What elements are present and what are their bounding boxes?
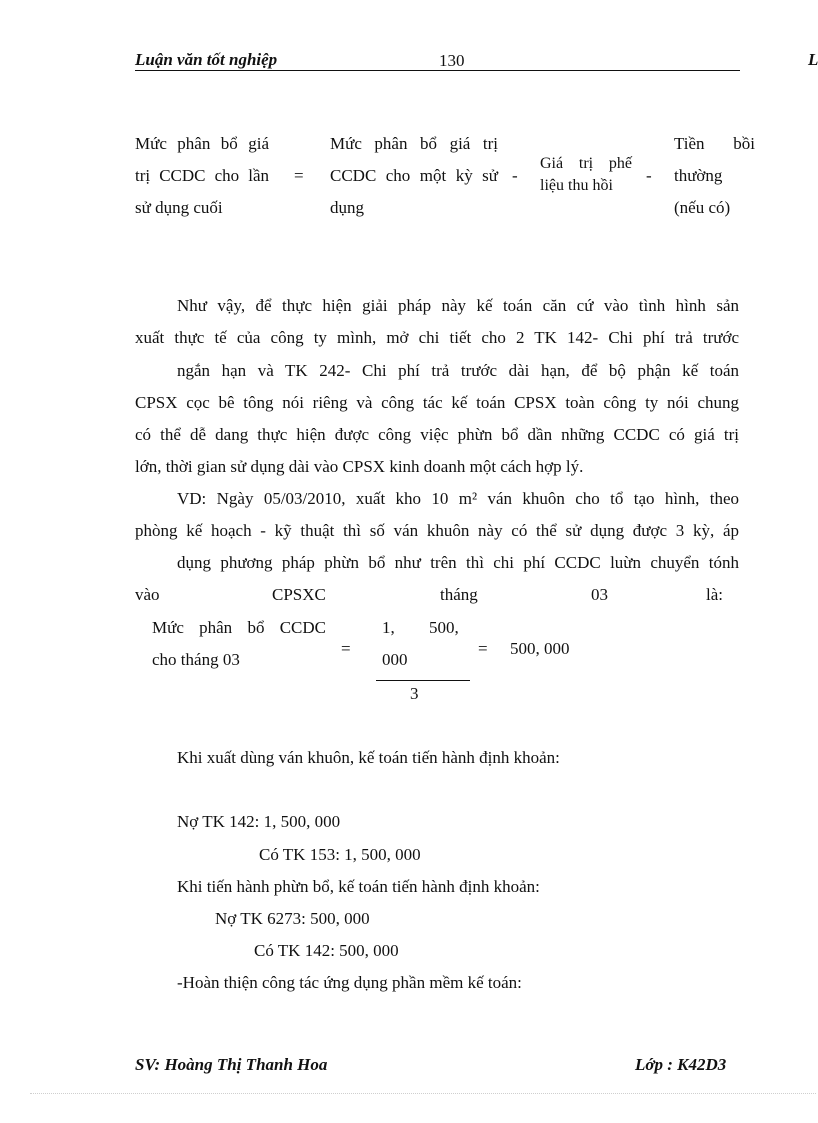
formula1-equals: = — [294, 166, 304, 185]
formula1-lhs-line3: sử dụng cuối — [135, 198, 223, 217]
formula2-numerator-part: 000 — [382, 650, 408, 669]
formula1-term1-line1: Mức phân bổ giá trị — [330, 134, 498, 153]
example-line: dụng phương pháp phừn bổ như trên thì chi phí CCDC luừn chuyển tónh — [177, 553, 739, 572]
formula2-equals1: = — [341, 639, 351, 658]
formula1-lhs-line1: Mức phân bổ giá — [135, 134, 269, 153]
example-line: phòng kế hoạch - kỹ thuật thì số ván khuôn này có thể sử dụng được 3 kỳ, áp — [135, 521, 739, 540]
paragraph-line: CPSX cọc bê tông nói riêng và công tác kế toán CPSX toàn công ty nói chung — [135, 393, 739, 412]
entry-intro: Khi tiến hành phừn bổ, kế toán tiến hành định khoản: — [177, 877, 540, 896]
header-right-cut: L — [808, 50, 818, 69]
section-heading: -Hoàn thiện công tác ứng dụng phần mềm kế toán: — [177, 973, 522, 992]
entry-debit: Nợ TK 142: 1, 500, 000 — [177, 812, 341, 831]
formula2-numerator-part: 1, — [382, 618, 395, 637]
footer-rule — [30, 1093, 816, 1094]
paragraph-line: ngắn hạn và TK 242- Chi phí trả trước dài hạn, để bộ phận kế toán — [177, 361, 739, 380]
formula1-lhs-line2: trị CCDC cho lần — [135, 166, 269, 185]
formula1-minus1: - — [512, 166, 518, 185]
formula2-lhs-line1: Mức phân bổ CCDC — [152, 618, 326, 637]
fraction-bar — [376, 680, 470, 681]
formula2-numerator-part: 500, — [429, 618, 459, 637]
paragraph-line: xuất thực tế của công ty mình, mở chi tiết cho 2 TK 142- Chi phí trả trước — [135, 328, 739, 347]
header-title: Luận văn tốt nghiệp — [135, 50, 278, 69]
example-word: vào — [135, 585, 160, 604]
paragraph-line: có thể dễ dang thực hiện được công việc phừn bổ dần những CCDC có giá trị — [135, 425, 739, 444]
formula1-term1-line2: CCDC cho một kỳ sử — [330, 166, 498, 185]
example-line: VD: Ngày 05/03/2010, xuất kho 10 m² ván khuôn cho tổ tạo hình, theo — [177, 489, 739, 508]
formula1-term3-line3: (nếu có) — [674, 198, 731, 217]
header-rule — [135, 70, 740, 71]
example-word: CPSXC — [272, 585, 326, 604]
paragraph-line: lớn, thời gian sử dụng dài vào CPSX kinh doanh một cách hợp lý. — [135, 457, 584, 476]
formula1-term1-line3: dụng — [330, 198, 364, 217]
paragraph-line: Như vậy, để thực hiện giải pháp này kế toán căn cứ vào tình hình sản — [177, 296, 739, 315]
formula1-minus2: - — [646, 166, 652, 185]
entry-debit: Nợ TK 6273: 500, 000 — [215, 909, 370, 928]
formula1-term3-line1: Tiền bồi — [674, 134, 755, 153]
entry-credit: Có TK 142: 500, 000 — [254, 941, 399, 960]
formula1-term2-line2: liệu thu hồi — [540, 177, 613, 194]
page-number: 130 — [439, 51, 465, 70]
formula2-result: 500, 000 — [510, 639, 570, 658]
example-word: 03 — [591, 585, 608, 604]
formula1-term3-line2: thường — [674, 166, 723, 185]
entry-intro: Khi xuất dùng ván khuôn, kế toán tiến hành định khoản: — [177, 748, 560, 767]
formula2-equals2: = — [478, 639, 488, 658]
footer-student: SV: Hoàng Thị Thanh Hoa — [135, 1055, 328, 1074]
footer-class: Lớp : K42D3 — [635, 1055, 727, 1074]
formula2-lhs-line2: cho tháng 03 — [152, 650, 240, 669]
example-word: là: — [706, 585, 723, 604]
entry-credit: Có TK 153: 1, 500, 000 — [259, 845, 421, 864]
example-word: tháng — [440, 585, 478, 604]
formula1-term2-line1: Giá trị phế — [540, 155, 632, 172]
formula2-denominator: 3 — [410, 684, 419, 703]
